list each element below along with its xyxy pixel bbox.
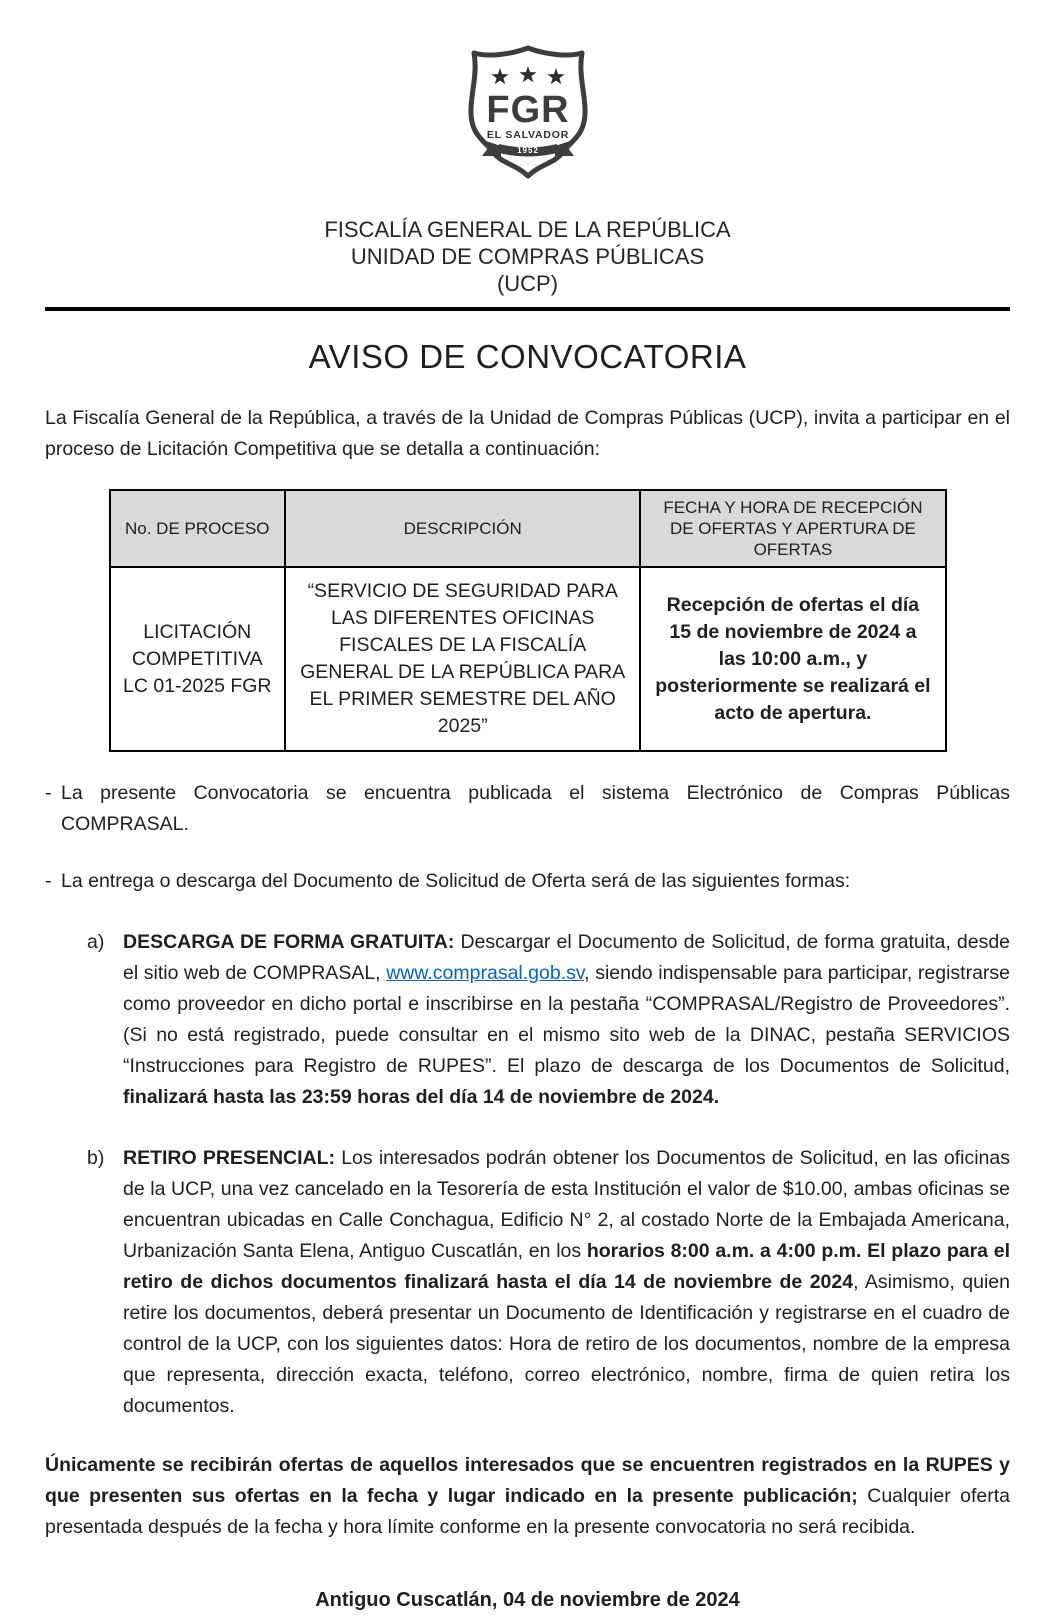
list-item-text [123,1143,1010,1422]
text-run: Los interesados podrán obtener los Documentos de Solicitud, en las oficinas de la UCP, una vez cancelado en la Tesorería de esta Institución el valor de $10.00, ambas oficinas se encuentran ubicadas en Calle Conchagua, Edificio N° 2, al costado Norte de la Embajada Americana, Urbanización Santa Elena, Antiguo Cuscatlán, en los [123,1147,1010,1262]
cell-process-no: LICITACIÓN COMPETITIVA LC 01-2025 FGR [110,567,286,751]
bold-text-run: RETIRO PRESENCIAL: [123,1147,342,1169]
table-header-row [110,490,946,567]
bullet-text: La presente Convocatoria se encuentra publicada el sistema Electrónico de Compras Públicas COMPRASAL. [61,782,1010,835]
table-header-description: DESCRIPCIÓN [285,490,640,567]
fgr-shield-icon [453,40,603,185]
logo-country-label: EL SALVADOR [486,129,569,141]
closing-paragraph [45,1450,1010,1543]
table-row [110,567,946,751]
list-item-in-person-pickup [45,1143,1010,1422]
intro-paragraph: La Fiscalía General de la República, a través de la Unidad de Compras Públicas (UCP), invita a participar en el proceso de Licitación Competitiva que se detalla a continuación: [45,407,1010,460]
bullet-comprasal-publication [45,778,1010,840]
cell-description: “SERVICIO DE SEGURIDAD PARA LAS DIFERENTES OFICINAS FISCALES DE LA FISCALÍA GENERAL DE LA REPÚBLICA PARA EL PRIMER SEMESTRE DEL AÑO 2025” [285,567,640,751]
bold-text-run: DESCARGA DE FORMA GRATUITA: [123,931,461,953]
list-item-text [123,927,1010,1113]
logo-year: 1952 [516,146,539,155]
letterhead [45,216,1010,297]
text-run: , siendo indispensable para participar, registrarse como proveedor en dicho portal e inscribirse en la pestaña “COMPRASAL/Registro de Proveedores”. (Si no está registrado, puede consultar en el mismo sito web de la DINAC, pestaña SERVICIOS “Instrucciones para Registro de RUPES”. El plazo de descarga de los Documentos de Solicitud, [123,962,1010,1077]
fgr-logo [45,40,1010,190]
bullet-text: La entrega o descarga del Documento de Solicitud de Oferta será de las siguientes formas: [61,870,851,892]
process-table [109,489,947,752]
text-run: , Asimismo, quien retire los documentos, deberá presentar un Documento de Identificación y registrarse en el cuadro de control de la UCP, con los siguientes datos: Hora de retiro de los documentos, nombre de la empresa que representa, dirección exacta, teléfono, correo electrónico, nombre, firma de quien retira los documentos. [123,1271,1010,1417]
bold-text-run: horarios 8:00 a.m. a 4:00 p.m. El plazo para el retiro de dichos documentos finalizará hasta el día 14 de noviembre de 2024 [123,1240,1011,1293]
text-run: Descargar el Documento de Solicitud, de forma gratuita, desde el sitio web de COMPRASAL, [123,931,1011,984]
text-run: Cualquier oferta presentada después de la fecha y hora límite conforme en la presente convocatoria no será recibida. [45,1485,1010,1538]
org-unit-abbr: (UCP) [496,271,559,296]
logo-acronym: FGR [485,89,570,131]
dash-bullet-marker: - [45,782,52,804]
page-title: AVISO DE CONVOCATORIA [308,338,747,375]
header-rule [45,307,1010,311]
list-item-label: b) [87,1147,105,1169]
org-unit: UNIDAD DE COMPRAS PÚBLICAS [350,244,705,269]
bullet-delivery-forms [45,866,1010,897]
list-item-free-download [45,927,1010,1113]
date-line: Antiguo Cuscatlán, 04 de noviembre de 2024 [315,1589,740,1611]
table-header-process-no: No. DE PROCESO [110,490,286,567]
list-item-label: a) [87,931,105,953]
org-name: FISCALÍA GENERAL DE LA REPÚBLICA [324,217,731,242]
cell-reception: Recepción de ofertas el día 15 de noviembre de 2024 a las 10:00 a.m., y posteriormente se realizará el acto de apertura. [640,567,945,751]
comprasal-link[interactable]: www.comprasal.gob.sv [386,962,585,984]
bold-text-run: finalizará hasta las 23:59 horas del día 14 de noviembre de 2024. [123,1086,720,1108]
bold-text-run: Únicamente se recibirán ofertas de aquellos interesados que se encuentren registrados en la RUPES y que presenten sus ofertas en la fecha y lugar indicado en la presente publicación; [45,1454,1010,1507]
table-header-reception: FECHA Y HORA DE RECEPCIÓN DE OFERTAS Y APERTURA DE OFERTAS [640,490,945,567]
dash-bullet-marker: - [45,870,52,892]
